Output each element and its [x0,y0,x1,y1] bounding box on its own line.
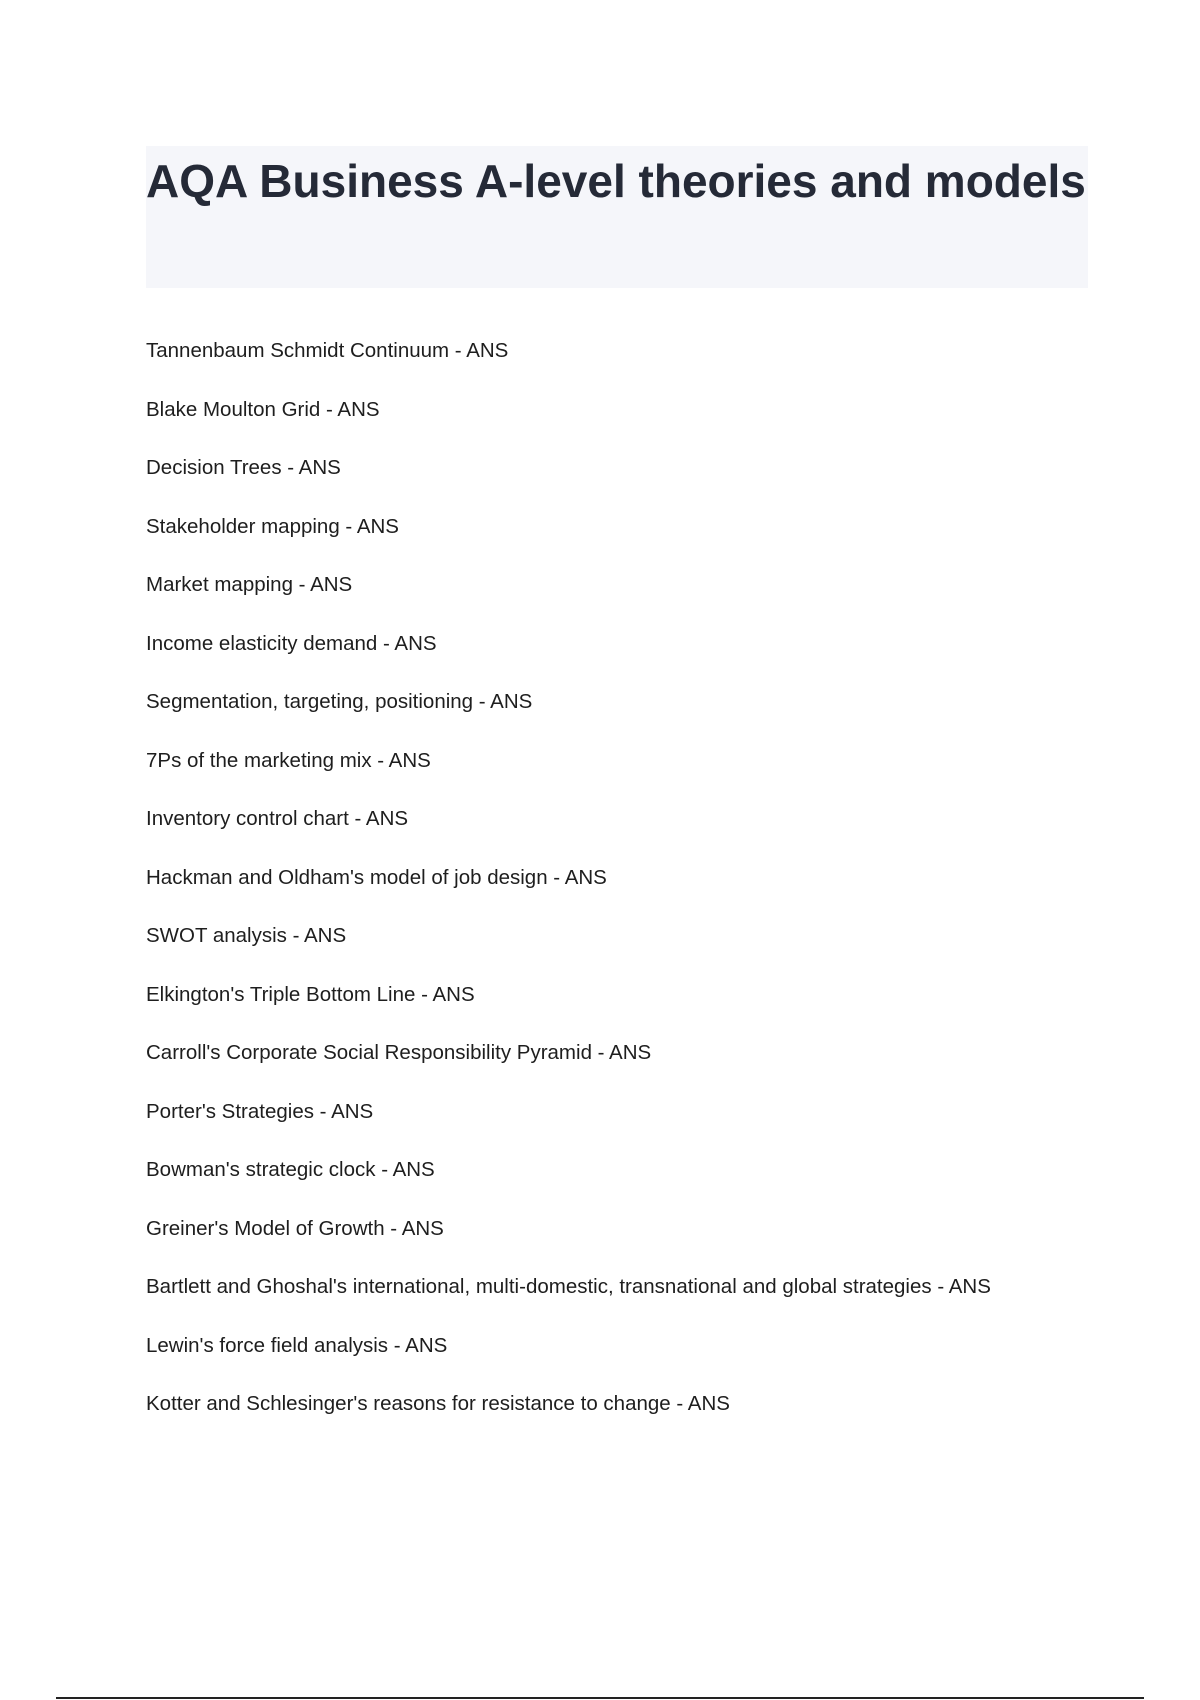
theories-list [146,339,1126,1451]
list-item: Inventory control chart - ANS [146,807,409,830]
list-item: Market mapping - ANS [146,573,353,596]
page-title: AQA Business A-level theories and models [146,155,1086,207]
list-item: Lewin's force field analysis - ANS [146,1333,448,1357]
title-block [146,146,1088,288]
list-item: Bowman's strategic clock - ANS [146,1158,435,1181]
list-item: Bartlett and Ghoshal's international, multi-domestic, transnational and global strategies - ANS [146,1275,991,1298]
list-item: Segmentation, targeting, positioning - ANS [146,690,533,713]
list-item: Blake Moulton Grid - ANS [146,397,380,421]
list-item: Tannenbaum Schmidt Continuum - ANS [146,339,509,362]
list-item: Income elasticity demand - ANS [146,631,437,655]
list-item: Greiner's Model of Growth - ANS [146,1216,444,1240]
list-item: Carroll's Corporate Social Responsibility Pyramid - ANS [146,1041,652,1064]
list-item: Hackman and Oldham's model of job design - ANS [146,865,607,889]
list-item: Decision Trees - ANS [146,456,341,479]
list-item: SWOT analysis - ANS [146,924,347,947]
list-item: Porter's Strategies - ANS [146,1099,374,1123]
list-item: Elkington's Triple Bottom Line - ANS [146,982,475,1006]
list-item: Kotter and Schlesinger's reasons for resistance to change - ANS [146,1392,730,1415]
footer-divider [56,1697,1144,1699]
list-item: 7Ps of the marketing mix - ANS [146,748,431,772]
list-item: Stakeholder mapping - ANS [146,514,399,538]
